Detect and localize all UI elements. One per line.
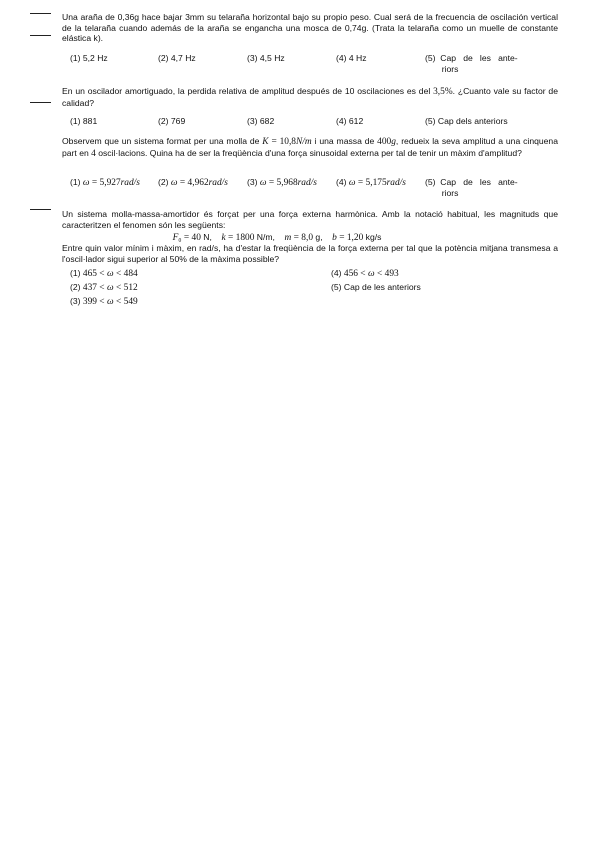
q2-option-3[interactable]: (3) 682: [247, 116, 275, 126]
q3-option-3[interactable]: (3) ω = 5,968rad/s: [247, 177, 317, 188]
q3-option-1[interactable]: (1) ω = 5,927rad/s: [70, 177, 140, 188]
question-1-text: Una araña de 0,36g hace bajar 3mm su telaraña horizontal bajo su propio peso. Cual será de la frecuencia de oscilación vertical de la telaraña cuando además de la araña se engancha una mosca de 0,74g. (Trata la telaraña como un muelle de constante elástica k).: [62, 12, 558, 44]
q4-option-4[interactable]: (4) 456 < ω < 493: [331, 268, 399, 279]
q2-option-4[interactable]: (4) 612: [336, 116, 364, 126]
q2-option-2[interactable]: (2) 769: [158, 116, 186, 126]
question-4-text: Entre quin valor mínim i màxim, en rad/s, ha d'estar la freqüència de la força externa per tal que la potència mitjana transmesa a l'oscil·lador sigui superior al 50% de la màxima possible?: [62, 243, 558, 264]
answer-line: [30, 35, 51, 36]
q1-option-5[interactable]: (5) Cap de les ante- riors: [425, 53, 518, 74]
question-4-intro: Un sistema molla-massa-amortidor és forçat per una força externa harmònica. Amb la notació habitual, les magnituds que caracteritzen el fenomen són les següents:: [62, 209, 558, 230]
q4-option-2[interactable]: (2) 437 < ω < 512: [70, 282, 138, 293]
answer-line: [30, 102, 51, 103]
q2-option-1[interactable]: (1) 881: [70, 116, 98, 126]
q3-option-5[interactable]: (5) Cap de les ante- riors: [425, 177, 518, 198]
q3-option-2[interactable]: (2) ω = 4,962rad/s: [158, 177, 228, 188]
q4-option-1[interactable]: (1) 465 < ω < 484: [70, 268, 138, 279]
q1-option-2[interactable]: (2) 4,7 Hz: [158, 53, 196, 63]
q1-option-1[interactable]: (1) 5,2 Hz: [70, 53, 108, 63]
answer-line: [30, 13, 51, 14]
answer-line: [30, 209, 51, 210]
q1-option-3[interactable]: (3) 4,5 Hz: [247, 53, 285, 63]
q4-option-5[interactable]: (5) Cap de les anteriors: [331, 282, 421, 292]
question-2-text: En un oscilador amortiguado, la perdida relativa de amplitud después de 10 oscilaciones es del 3,5%. ¿Cuanto vale su factor de calidad?: [62, 86, 558, 108]
question-4-formula: F₀ = 40 N, k = 1800 N/m, m = 8,0 g, b = 1,20 kg/s: [172, 232, 382, 243]
question-3-text: Observem que un sistema format per una molla de K = 10,8N/m i una massa de 400g, redueix la seva amplitud a una cinquena part en 4 oscil·lacions. Quina ha de ser la freqüència d'una força sinusoidal externa per tal de tenir un màxim d'amplitud?: [62, 136, 558, 159]
q4-option-3[interactable]: (3) 399 < ω < 549: [70, 296, 138, 307]
q3-option-4[interactable]: (4) ω = 5,175rad/s: [336, 177, 406, 188]
q1-option-4[interactable]: (4) 4 Hz: [336, 53, 367, 63]
q2-option-5[interactable]: (5) Cap dels anteriors: [425, 116, 508, 126]
